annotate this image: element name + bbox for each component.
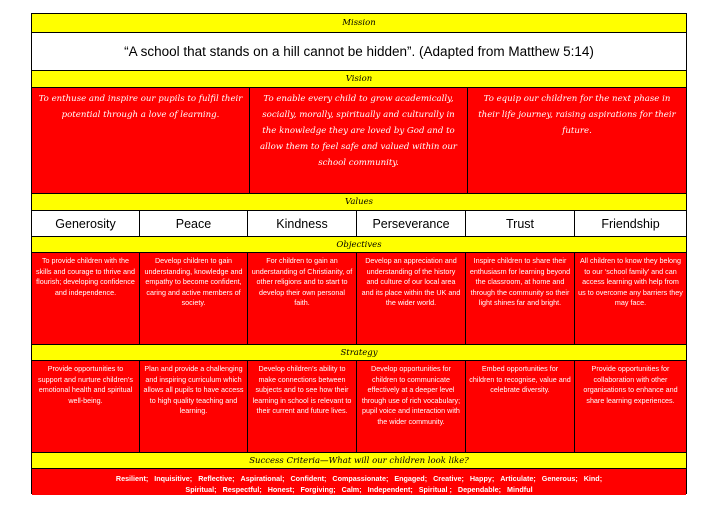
mission-statement: “A school that stands on a hill cannot be hidden”. (Adapted from Matthew 5:14): [32, 33, 686, 71]
strategy-item: Plan and provide a challenging and inspiring curriculum which allows all pupils to have access to high quality teaching and learning.: [140, 361, 248, 452]
values-heading: Values: [32, 194, 686, 211]
criteria-term: Mindful: [507, 485, 533, 494]
value-trust: Trust: [466, 211, 575, 236]
strategy-item: Embed opportunities for children to recognise, value and celebrate diversity.: [466, 361, 575, 452]
success-criteria-heading: Success Criteria—What will our children look like?: [32, 453, 686, 469]
objectives-row: [32, 253, 686, 345]
value-peace: Peace: [140, 211, 248, 236]
criteria-term: Independent;: [367, 485, 413, 494]
vision-item: To enthuse and inspire our pupils to fulfil their potential through a love of learning.: [32, 88, 250, 193]
criteria-term: Engaged;: [394, 474, 428, 483]
strategy-item: Provide opportunities to support and nurture children’s emotional health and spiritual well-being.: [32, 361, 140, 452]
value-generosity: Generosity: [32, 211, 140, 236]
criteria-line: [32, 484, 686, 495]
vision-heading: Vision: [32, 71, 686, 88]
criteria-term: Compassionate;: [332, 474, 389, 483]
criteria-term: Creative;: [433, 474, 464, 483]
vision-item: To equip our children for the next phase in their life journey, raising aspirations for their future.: [468, 88, 686, 193]
strategy-row: [32, 361, 686, 453]
strategy-heading: Strategy: [32, 345, 686, 361]
objective-item: Develop an appreciation and understanding of the history and culture of our local area and its place within the UK and the wider world.: [357, 253, 466, 344]
criteria-line: [32, 473, 686, 484]
criteria-term: Resilient;: [115, 474, 149, 483]
strategy-item: Develop opportunities for children to communicate effectively at a deeper level through use of rich vocabulary; pupil voice and interaction with the wider community.: [357, 361, 466, 452]
criteria-term: Happy;: [469, 474, 495, 483]
criteria-term: Spiritual ;: [418, 485, 452, 494]
vision-item: To enable every child to grow academically, socially, morally, spiritually and culturally in the knowledge they are loved by God and to allow them to feel safe and valued within our school community.: [250, 88, 468, 193]
mission-heading: Mission: [32, 14, 686, 33]
objectives-heading: Objectives: [32, 237, 686, 253]
strategy-item: Develop children’s ability to make connections between subjects and to see how their learning in school is relevant to their current and future lives.: [248, 361, 357, 452]
criteria-term: Reflective;: [198, 474, 235, 483]
value-perseverance: Perseverance: [357, 211, 466, 236]
criteria-term: Honest;: [267, 485, 295, 494]
objective-item: All children to know they belong to our ‘school family’ and can access learning with help from us to overcome any barriers they may face.: [575, 253, 686, 344]
criteria-term: Inquisitive;: [154, 474, 193, 483]
strategy-item: Provide opportunities for collaboration with other organisations to enhance and share learning experiences.: [575, 361, 686, 452]
criteria-term: Spiritual;: [185, 485, 217, 494]
criteria-term: Articulate;: [500, 474, 536, 483]
criteria-term: Calm;: [341, 485, 362, 494]
objective-item: Inspire children to share their enthusiasm for learning beyond the classroom, at home and through the community so their light shines far and bright.: [466, 253, 575, 344]
criteria-term: Aspirational;: [240, 474, 285, 483]
criteria-term: Generous;: [541, 474, 578, 483]
value-kindness: Kindness: [248, 211, 357, 236]
criteria-term: Kind;: [583, 474, 603, 483]
value-friendship: Friendship: [575, 211, 686, 236]
success-criteria-list: [32, 469, 686, 495]
school-vision-sheet: [31, 13, 687, 494]
values-row: [32, 211, 686, 237]
criteria-term: Respectful;: [222, 485, 262, 494]
vision-row: [32, 88, 686, 194]
objective-item: Develop children to gain understanding, knowledge and empathy to become confident, caring and active members of society.: [140, 253, 248, 344]
criteria-term: Dependable;: [457, 485, 502, 494]
objective-item: For children to gain an understanding of Christianity, of other religions and to start to develop their own personal faith.: [248, 253, 357, 344]
objective-item: To provide children with the skills and courage to thrive and flourish; developing confidence and independence.: [32, 253, 140, 344]
criteria-term: Forgiving;: [300, 485, 336, 494]
criteria-term: Confident;: [290, 474, 327, 483]
